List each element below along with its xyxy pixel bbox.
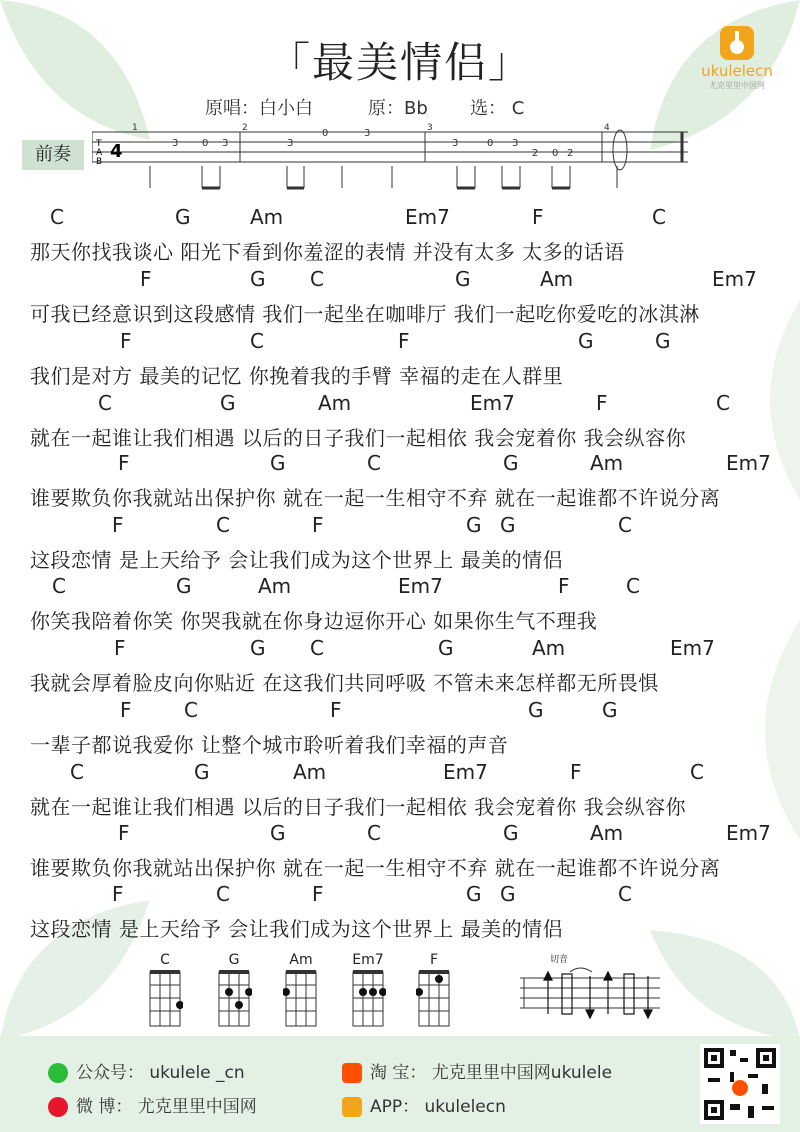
lyric-row	[0, 913, 800, 943]
chord-symbol: Am	[532, 636, 566, 660]
chord-row	[0, 267, 800, 297]
chord-diagram-em7	[350, 952, 386, 1032]
chord-symbol: G	[194, 760, 210, 784]
lyric-line	[0, 698, 800, 762]
intro-tablature	[92, 122, 692, 192]
tab-note: 3	[364, 128, 371, 139]
chord-symbol: Em7	[726, 451, 771, 475]
chord-symbol: Em7	[670, 636, 715, 660]
chord-symbol: G	[250, 636, 266, 660]
svg-text:A: A	[96, 148, 103, 158]
chord-symbol: C	[50, 205, 64, 229]
chord-symbol: F	[596, 391, 608, 415]
chord-symbol: Am	[318, 391, 352, 415]
chord-symbol: G	[528, 698, 544, 722]
chord-row	[0, 698, 800, 728]
chord-symbol: F	[312, 513, 324, 537]
ukulele-logo-icon	[720, 26, 754, 60]
song-title: 「最美情侣」	[267, 38, 532, 87]
app-icon	[342, 1097, 362, 1117]
chord-symbol: G	[578, 329, 594, 353]
chord-diagram-am	[283, 952, 319, 1032]
chord-symbol: G	[503, 821, 519, 845]
chord-symbol: F	[558, 574, 570, 598]
lyric-row	[0, 605, 800, 635]
lyric-text: 一辈子都说我爱你 让整个城市聆听着我们幸福的声音	[30, 733, 509, 757]
chord-row	[0, 636, 800, 666]
chord-symbol: G	[455, 267, 471, 291]
chosen-key: 选： C	[470, 98, 525, 119]
chord-symbol: Em7	[726, 821, 771, 845]
chord-symbol: Em7	[470, 391, 515, 415]
chord-symbol: Am	[540, 267, 574, 291]
chord-symbol: G	[655, 329, 671, 353]
wechat-contact	[48, 1058, 245, 1083]
svg-text:B: B	[96, 157, 103, 167]
chord-symbol: C	[690, 760, 704, 784]
chord-symbol: F	[570, 760, 582, 784]
chord-symbol: C	[618, 513, 632, 537]
lyric-line	[0, 760, 800, 824]
lyric-text: 这段恋情 是上天给予 会让我们成为这个世界上 最美的情侣	[30, 917, 564, 941]
chord-symbol: C	[52, 574, 66, 598]
chord-symbol: F	[112, 882, 124, 906]
chord-diagram-f	[416, 952, 452, 1032]
chord-symbol: G	[500, 882, 516, 906]
tab-note: 0	[202, 138, 209, 149]
chord-symbol: Am	[293, 760, 327, 784]
chord-symbol: G	[438, 636, 454, 660]
lyric-row	[0, 482, 800, 512]
tab-note: 2	[567, 148, 574, 159]
strum-arrows-icon	[520, 964, 660, 1028]
chord-row	[0, 760, 800, 790]
lyric-row	[0, 544, 800, 574]
tab-note: 3	[512, 138, 519, 149]
chord-diagram-name: C	[160, 952, 170, 968]
lyric-row	[0, 298, 800, 328]
chord-symbol: Em7	[443, 760, 488, 784]
weibo-contact	[48, 1092, 257, 1117]
chord-symbol: G	[175, 205, 191, 229]
chord-symbol: C	[216, 882, 230, 906]
svg-text:4: 4	[110, 141, 123, 162]
chord-row	[0, 882, 800, 912]
chord-symbol: F	[532, 205, 544, 229]
intro-label: 前奏	[22, 140, 84, 170]
lyric-line	[0, 821, 800, 885]
app-text: APP： ukulelecn	[370, 1097, 506, 1117]
taobao-contact	[342, 1058, 612, 1083]
tab-note: 3	[287, 138, 294, 149]
chord-symbol: C	[716, 391, 730, 415]
chord-row	[0, 574, 800, 604]
chord-symbol: F	[118, 821, 130, 845]
chord-symbol: C	[250, 329, 264, 353]
chord-row	[0, 205, 800, 235]
lyric-text: 可我已经意识到这段感情 我们一起坐在咖啡厅 我们一起吃你爱吃的冰淇淋	[30, 302, 700, 326]
lyric-row	[0, 667, 800, 697]
lyric-row	[0, 236, 800, 266]
tab-note: 2	[532, 148, 539, 159]
chord-diagram-name: Am	[289, 952, 313, 968]
chord-symbol: G	[466, 882, 482, 906]
chord-row	[0, 329, 800, 359]
lyric-line	[0, 205, 800, 269]
chord-row	[0, 391, 800, 421]
wechat-icon	[48, 1063, 68, 1083]
lyric-text: 谁要欺负你我就站出保护你 就在一起一生相守不弃 就在一起谁都不许说分离	[30, 486, 721, 510]
chord-symbol: C	[98, 391, 112, 415]
lyric-row	[0, 791, 800, 821]
chord-symbol: C	[310, 267, 324, 291]
strum-pattern	[520, 952, 660, 1032]
chord-diagram-name: G	[228, 952, 240, 968]
taobao-text: 淘 宝： 尤克里里中国网ukulele	[370, 1063, 613, 1083]
logo-subtitle: 尤克里里中国网	[709, 81, 765, 90]
chord-symbol: F	[312, 882, 324, 906]
lyric-line	[0, 267, 800, 331]
lyric-line	[0, 574, 800, 638]
weibo-text: 微 博： 尤克里里中国网	[76, 1097, 257, 1117]
chord-symbol: Em7	[712, 267, 757, 291]
lyric-text: 这段恋情 是上天给予 会让我们成为这个世界上 最美的情侣	[30, 548, 564, 572]
tab-note: 3	[452, 138, 459, 149]
taobao-icon	[342, 1063, 362, 1083]
lyric-row	[0, 852, 800, 882]
chord-row	[0, 451, 800, 481]
chord-symbol: Am	[258, 574, 292, 598]
chord-symbol: F	[398, 329, 410, 353]
strum-label: 切音	[550, 955, 569, 965]
lyric-row	[0, 422, 800, 452]
chord-symbol: G	[270, 821, 286, 845]
original-key: 原：Bb	[368, 98, 428, 119]
chord-symbol: G	[500, 513, 516, 537]
chord-symbol: F	[120, 329, 132, 353]
chord-symbol: F	[120, 698, 132, 722]
logo-name: ukulelecn	[701, 62, 773, 80]
chord-symbol: C	[310, 636, 324, 660]
bar-number: 2	[242, 123, 248, 133]
lyric-text: 就在一起谁让我们相遇 以后的日子我们一起相依 我会宠着你 我会纵容你	[30, 426, 687, 450]
chord-diagram-name: F	[429, 952, 439, 968]
lyric-line	[0, 329, 800, 393]
chord-symbol: G	[220, 391, 236, 415]
chord-symbol: Am	[250, 205, 284, 229]
original-singer: 原唱：白小白	[205, 98, 313, 119]
chord-symbol: G	[176, 574, 192, 598]
chord-symbol: G	[270, 451, 286, 475]
chord-symbol: Em7	[398, 574, 443, 598]
lyric-text: 我们是对方 最美的记忆 你挽着我的手臂 幸福的走在人群里	[30, 364, 564, 388]
lyric-row	[0, 729, 800, 759]
tab-note: 3	[172, 138, 179, 149]
chord-symbol: C	[652, 205, 666, 229]
lyric-text: 你笑我陪着你笑 你哭我就在你身边逗你开心 如果你生气不理我	[30, 609, 598, 633]
lyric-text: 那天你找我谈心 阳光下看到你羞涩的表情 并没有太多 太多的话语	[30, 240, 625, 264]
chord-symbol: Am	[590, 451, 624, 475]
tab-note: 0	[322, 128, 329, 139]
chord-diagrams	[0, 952, 800, 1032]
chord-row	[0, 821, 800, 851]
chord-diagram-c	[147, 952, 183, 1032]
lyric-text: 我就会厚着脸皮向你贴近 在这我们共同呼吸 不管未来怎样都无所畏惧	[30, 671, 659, 695]
lyric-row	[0, 360, 800, 390]
lyric-line	[0, 636, 800, 700]
lyric-line	[0, 451, 800, 515]
chord-symbol: C	[216, 513, 230, 537]
chord-row	[0, 513, 800, 543]
chord-symbol: C	[70, 760, 84, 784]
chord-symbol: C	[184, 698, 198, 722]
chord-symbol: C	[367, 821, 381, 845]
bar-number: 1	[132, 123, 138, 133]
chord-symbol: C	[626, 574, 640, 598]
weibo-icon	[48, 1097, 68, 1117]
chord-symbol: F	[140, 267, 152, 291]
bar-number: 3	[427, 123, 433, 133]
wechat-text: 公众号： ukulele _cn	[76, 1063, 245, 1083]
chord-symbol: G	[250, 267, 266, 291]
lyric-line	[0, 513, 800, 577]
chord-symbol: F	[118, 451, 130, 475]
app-contact	[342, 1092, 506, 1117]
lyric-text: 谁要欺负你我就站出保护你 就在一起一生相守不弃 就在一起谁都不许说分离	[30, 856, 721, 880]
tab-note: 3	[222, 138, 229, 149]
svg-text:T: T	[96, 139, 102, 149]
chord-symbol: Am	[590, 821, 624, 845]
chord-symbol: F	[114, 636, 126, 660]
chord-symbol: F	[112, 513, 124, 537]
lyric-line	[0, 391, 800, 455]
tab-note: 0	[487, 138, 494, 149]
chord-symbol: C	[367, 451, 381, 475]
qr-code-icon	[700, 1044, 780, 1124]
chord-symbol: G	[503, 451, 519, 475]
chord-symbol: C	[618, 882, 632, 906]
chord-symbol: G	[466, 513, 482, 537]
chord-symbol: Em7	[405, 205, 450, 229]
ukulelecn-logo	[692, 26, 782, 91]
chord-symbol: G	[602, 698, 618, 722]
bar-number: 4	[604, 123, 610, 133]
chord-diagram-name: Em7	[352, 952, 384, 968]
lyric-line	[0, 882, 800, 946]
chord-diagram-g	[216, 952, 252, 1032]
chord-symbol: F	[330, 698, 342, 722]
lyric-text: 就在一起谁让我们相遇 以后的日子我们一起相依 我会宠着你 我会纵容你	[30, 795, 687, 819]
tab-note: 0	[552, 148, 559, 159]
footer	[0, 1036, 800, 1132]
